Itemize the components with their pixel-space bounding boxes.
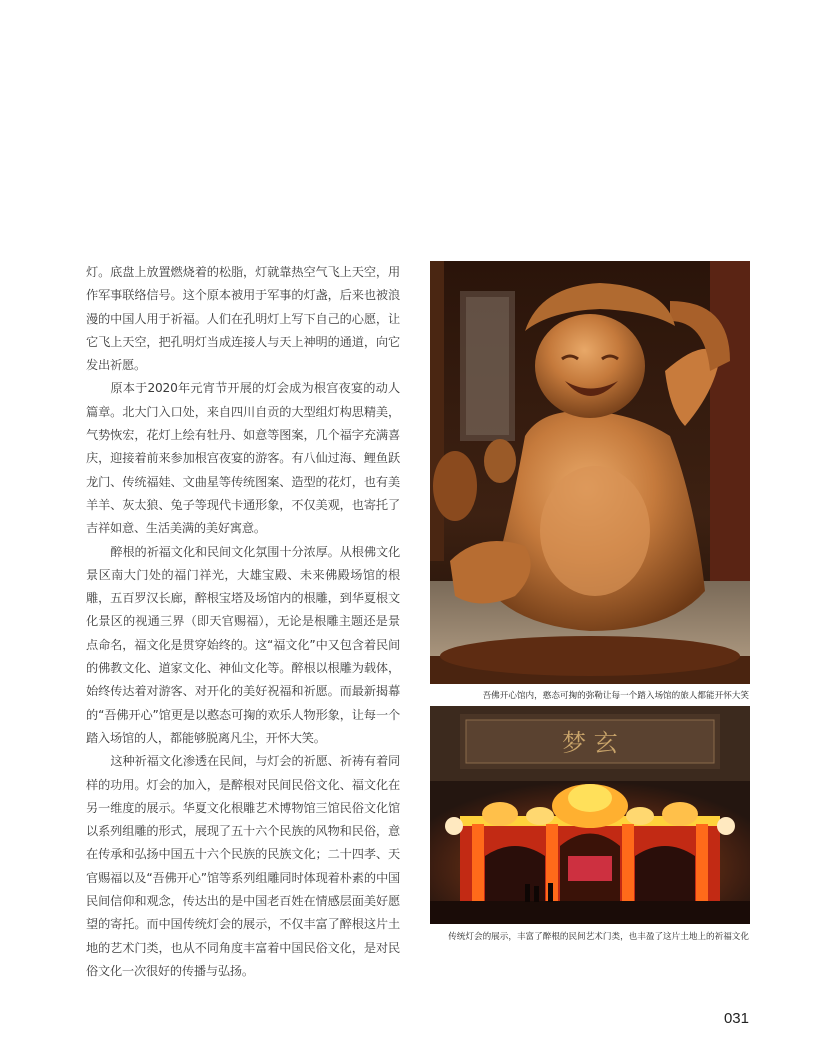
article-body bbox=[86, 261, 400, 983]
paragraph-2: 原本于2020年元宵节开展的灯会成为根宫夜宴的动人篇章。北大门入口处，来自四川自贡的大型组灯构思精美，气势恢宏，花灯上绘有牡丹、如意等图案，几个福字充满喜庆，迎接着前来参加根宫夜宴的游客。有八仙过海、鲤鱼跃龙门、传统福娃、文曲星等传统图案、造型的花灯，也有美羊羊、灰太狼、兔子等现代卡通形象，不仅美观，也寄托了吉祥如意、生活美满的美好寓意。 bbox=[86, 381, 400, 536]
photo-caption-2: 传统灯会的展示，丰富了醉根的民间艺术门类，也丰盈了这片土地上的祈福文化 bbox=[448, 932, 749, 942]
lantern-gate-photo bbox=[430, 706, 750, 924]
page-number: 031 bbox=[723, 1010, 749, 1027]
paragraph-3: 醉根的祈福文化和民间文化氛围十分浓厚。从根佛文化景区南大门处的福门祥光，大雄宝殿、未来佛殿场馆的根雕，五百罗汉长廊，醉根宝塔及场馆内的根雕，到华夏根文化景区的视通三界（即天官赐福），无论是根雕主题还是景点命名，福文化是贯穿始终的。这“福文化”中又包含着民间的佛教文化、道家文化、神仙文化等。醉根以根雕为载体，始终传达着对游客、对开化的美好祝福和祈愿。而最新揭幕的“吾佛开心”馆更是以憨态可掬的欢乐人物形象，让每一个踏入场馆的人，都能够脱离凡尘，开怀大笑。 bbox=[86, 544, 400, 745]
hall-sign-text: 梦 玄 bbox=[562, 729, 618, 757]
photo-caption-1: 吾佛开心馆内，憨态可掬的弥勒让每一个踏入场馆的旅人都能开怀大笑 bbox=[482, 691, 749, 701]
paragraph-1: 灯。底盘上放置燃烧着的松脂，灯就靠热空气飞上天空，用作军事联络信号。这个原本被用于军事的灯盏，后来也被浪漫的中国人用于祈福。人们在孔明灯上写下自己的心愿，让它飞上天空，把孔明灯当成连接人与天上神明的通道，向它发出祈愿。 bbox=[86, 265, 400, 373]
paragraph-4: 这种祈福文化渗透在民间，与灯会的祈愿、祈祷有着同样的功用。灯会的加入，是醉根对民间民俗文化、福文化在另一维度的展示。华夏文化根雕艺术博物馆三馆民俗文化馆以系列组雕的形式，展现了五十六个民族的风物和民俗，意在传承和弘扬中国五十六个民族的民族文化；二十四孝、天官赐福以及“吾佛开心”馆等系列组雕同时体现着朴素的中国民间信仰和观念，传达出的是中国老百姓在情感层面美好愿望的寄托。而中国传统灯会的展示，不仅丰富了醉根这片土地的艺术门类，也从不同角度丰富着中国民俗文化，是对民俗文化一次很好的传播与弘扬。 bbox=[86, 754, 400, 978]
laughing-buddha-photo bbox=[430, 261, 750, 684]
